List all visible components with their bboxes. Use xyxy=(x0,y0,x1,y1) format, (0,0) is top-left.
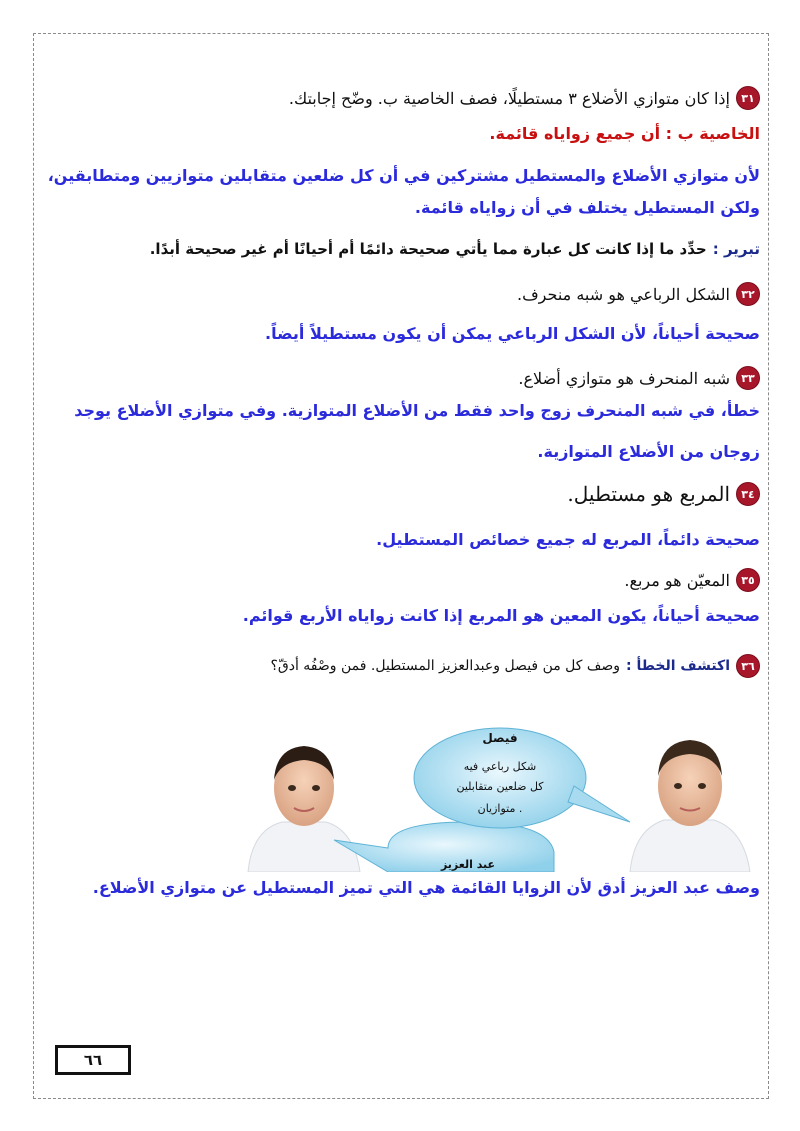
answer-36: وصف عبد العزيز أدق لأن الزوايا القائمة هي التي تميز المستطيل عن متوازي الأضلاع. xyxy=(92,878,760,897)
question-35-text: المعيّن هو مربع. xyxy=(624,570,730,590)
question-33-text: شبه المنحرف هو متوازي أضلاع. xyxy=(518,368,730,388)
question-36 xyxy=(40,654,760,678)
question-number-badge: ٣٢ xyxy=(736,282,760,306)
question-33 xyxy=(40,366,760,390)
question-31-text: إذا كان متوازي الأضلاع ٣ مستطيلًا، فصف الخاصية ب. وضّح إجابتك. xyxy=(288,88,730,108)
abdulaziz-name: عبد العزيز xyxy=(440,858,496,871)
answer-34: صحيحة دائماً، المربع له جميع خصائص المستطيل. xyxy=(376,530,760,549)
question-number-badge: ٣٤ xyxy=(736,482,760,506)
justify-label: تبرير : xyxy=(712,240,760,258)
question-32-text: الشكل الرباعي هو شبه منحرف. xyxy=(517,284,730,304)
abdulaziz-figure xyxy=(248,746,360,872)
answer-33-line2: زوجان من الأضلاع المتوازية. xyxy=(537,442,760,461)
question-number-badge: ٣١ xyxy=(736,86,760,110)
faisal-figure xyxy=(630,740,750,872)
justify-instruction xyxy=(40,240,760,258)
question-number-badge: ٣٦ xyxy=(736,654,760,678)
faisal-bubble-line3: متوازيان . xyxy=(477,802,523,815)
faisal-speech-bubble xyxy=(414,728,630,828)
answer-35: صحيحة أحياناً، يكون المعين هو المربع إذا كانت زواياه الأربع قوائم. xyxy=(242,606,760,625)
abdulaziz-speech-bubble xyxy=(334,822,554,872)
question-31 xyxy=(40,86,760,110)
question-34 xyxy=(40,482,760,506)
question-35 xyxy=(40,568,760,592)
question-number-badge: ٣٥ xyxy=(736,568,760,592)
page-number: ٦٦ xyxy=(55,1045,131,1075)
answer-31-line1: لأن متوازي الأضلاع والمستطيل مشتركين في أن كل ضلعين متقابلين متوازيين ومتطابقين، xyxy=(47,166,760,185)
answer-32: صحيحة أحياناً، لأن الشكل الرباعي يمكن أن يكون مستطيلاً أيضاً. xyxy=(265,324,760,343)
answer-31-line2: ولكن المستطيل يختلف في أن زواياه قائمة. xyxy=(414,198,760,217)
question-32 xyxy=(40,282,760,306)
faisal-bubble-line1: شكل رباعي فيه xyxy=(463,760,537,773)
error-analysis-illustration xyxy=(238,722,760,872)
page-frame xyxy=(33,33,769,1099)
faisal-name: فيصل xyxy=(482,731,518,745)
answer-31-property: الخاصية ب : أن جميع زواياه قائمة. xyxy=(489,124,760,143)
faisal-bubble-line2: كل ضلعين متقابلين xyxy=(456,780,544,793)
find-error-label: اكتشف الخطأ : xyxy=(626,658,730,674)
answer-33-line1: خطأ، في شبه المنحرف زوج واحد فقط من الأضلاع المتوازية. وفي متوازي الأضلاع يوجد xyxy=(74,401,760,420)
question-36-text: وصف كل من فيصل وعبدالعزيز المستطيل. فمن وصْفُه أدقّ؟ xyxy=(270,658,621,674)
question-number-badge: ٣٣ xyxy=(736,366,760,390)
question-34-text: المربع هو مستطيل. xyxy=(567,482,730,506)
justify-text: حدِّد ما إذا كانت كل عبارة مما يأتي صحيحة دائمًا أم أحيانًا أم غير صحيحة أبدًا. xyxy=(149,240,707,258)
